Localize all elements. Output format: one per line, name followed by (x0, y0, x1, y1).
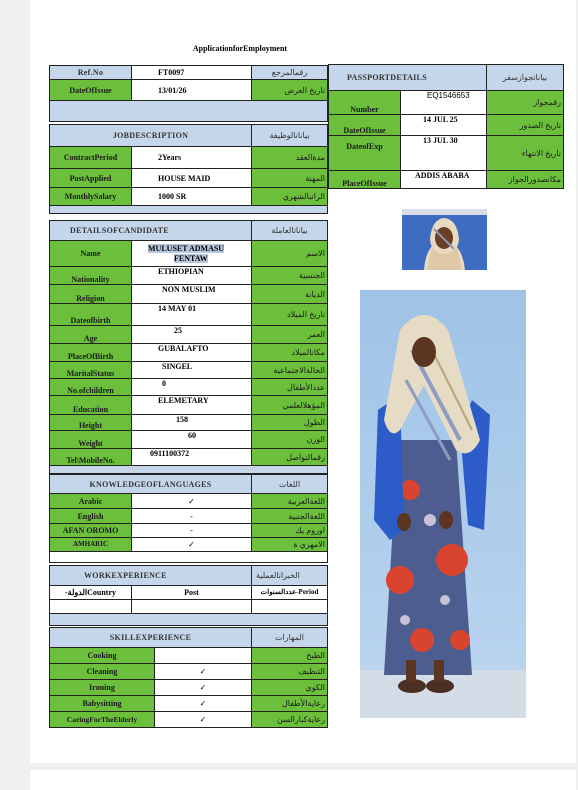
language-arabic-value: ✓ (132, 494, 252, 509)
skills-header-ar: المهارات (252, 628, 328, 648)
language-oromo-value: - (132, 524, 252, 538)
date-of-issue-label: DateOfIssue (50, 80, 132, 101)
work-experience-table (49, 565, 328, 626)
language-amharic-label-ar: الامهري ة (252, 538, 328, 552)
language-amharic-value: ✓ (132, 538, 252, 552)
weight-label: Weight (50, 431, 132, 449)
date-of-issue-value: 13/01/26 (132, 80, 252, 101)
children-label: No.ofchildren (50, 379, 132, 396)
name-label: Name (50, 241, 132, 267)
work-experience-header: WORKEXPERIENCE (50, 566, 252, 586)
education-label-ar: المؤهلالعلمي (252, 396, 328, 415)
name-value-line2: FENTAW (174, 253, 208, 263)
marital-status-label-ar: الحالةالاجتماعية (252, 362, 328, 379)
mobile-label-ar: رقمالتواصل (252, 449, 328, 466)
work-col-country: Countryالدولة- (50, 586, 132, 600)
work-col-post: Post (132, 586, 252, 600)
languages-header-ar: اللغات (252, 475, 328, 494)
height-label: Height (50, 415, 132, 431)
job-description-header: JOBDESCRIPTION (50, 125, 252, 147)
language-english-label: English (50, 509, 132, 524)
candidate-header-ar: بياناتالعاملة (252, 221, 328, 241)
name-label-ar: الاسم (252, 241, 328, 267)
children-label-ar: عددالأطفال (252, 379, 328, 396)
height-value: 158 (132, 415, 252, 431)
name-value (132, 241, 252, 267)
skill-cleaning-value: ✓ (155, 664, 252, 680)
marital-status-label: MaritalStatus (50, 362, 132, 379)
language-amharic-label: AMHARIC (50, 538, 132, 552)
language-arabic-label: Arabic (50, 494, 132, 509)
work-row-post (132, 600, 252, 614)
language-oromo-label-ar: اوروم يك (252, 524, 328, 538)
name-value-line1: MULUSET ADMASU (148, 243, 225, 253)
skill-elderly-label-ar: رعايةكبارالسن (252, 712, 328, 728)
skill-elderly-label: CaringForTheElderly (50, 712, 155, 728)
skill-babysitting-label: Babysitting (50, 696, 155, 712)
full-length-photo (360, 290, 526, 718)
passport-place-value: ADDIS ABABA (401, 171, 487, 189)
skill-ironing-label: Ironing (50, 680, 155, 696)
passport-expiry-label-ar: تاريخ الانتهاء (487, 136, 564, 171)
date-of-birth-label: Dateofbirth (50, 304, 132, 326)
passport-header-ar: بياناتجوازسفر (487, 65, 564, 91)
place-of-birth-label-ar: مكانالميلاد (252, 344, 328, 362)
height-label-ar: الطول (252, 415, 328, 431)
next-page-sheet (30, 770, 576, 790)
skill-ironing-label-ar: الكوي (252, 680, 328, 696)
skill-ironing-value: ✓ (155, 680, 252, 696)
passport-header: PASSPORTDETAILS (329, 65, 487, 91)
language-english-value: - (132, 509, 252, 524)
ref-label: Ref.No (50, 66, 132, 80)
skill-babysitting-value: ✓ (155, 696, 252, 712)
post-applied-label-ar: المهنة (252, 169, 328, 188)
language-oromo-label: AFAN OROMO (50, 524, 132, 538)
place-of-birth-value: GUBALAFTO (132, 344, 252, 362)
skill-cooking-value (155, 648, 252, 664)
mobile-value: 0911100372 (132, 449, 252, 466)
work-row-period (252, 600, 328, 614)
skill-babysitting-label-ar: رعايةالأطفال (252, 696, 328, 712)
age-value: 25 (132, 326, 252, 344)
passport-number-label-ar: رقمجواز (487, 91, 564, 115)
job-description-header-ar: بياناتالوظيفة (252, 125, 328, 147)
spacer-row (50, 206, 328, 214)
ref-label-ar: رقمالمرجع (252, 66, 328, 80)
candidate-header: DETAILSOFCANDIDATE (50, 221, 252, 241)
spacer-row (50, 466, 328, 474)
monthly-salary-label: MonthlySalary (50, 188, 132, 206)
passport-issue-label-ar: تاريخ الصدور (487, 115, 564, 136)
place-of-birth-label: PlaceOfBirth (50, 344, 132, 362)
skill-cooking-label: Cooking (50, 648, 155, 664)
ref-value: FT0097 (132, 66, 252, 80)
document-title: ApplicationforEmployment (192, 44, 288, 53)
nationality-value: ETHIOPIAN (132, 267, 252, 285)
contract-period-value: 2Years (132, 147, 252, 169)
portrait-photo-graphic (402, 209, 487, 270)
work-col-period: Period-عددالسنوات (252, 586, 328, 600)
skill-cleaning-label: Cleaning (50, 664, 155, 680)
weight-value: 60 (132, 431, 252, 449)
post-applied-value: HOUSE MAID (132, 169, 252, 188)
date-of-issue-label-ar: تاريخ العرض (252, 80, 328, 101)
skill-cleaning-label-ar: التنظيف (252, 664, 328, 680)
skill-cooking-label-ar: الطبخ (252, 648, 328, 664)
weight-label-ar: الوزن (252, 431, 328, 449)
candidate-table (49, 220, 328, 474)
work-experience-header-ar: الخبراتالعملية (252, 566, 328, 586)
date-of-birth-value: 14 MAY 01 (132, 304, 252, 326)
post-applied-label: PostApplied (50, 169, 132, 188)
nationality-label: Nationality (50, 267, 132, 285)
education-label: Education (50, 396, 132, 415)
passport-expiry-value: 13 JUL 30 (401, 136, 487, 171)
passport-number-value: EQ1546653 (401, 91, 487, 115)
spacer-row (50, 552, 328, 563)
spacer-row (50, 101, 328, 122)
portrait-photo (402, 209, 487, 270)
language-arabic-label-ar: اللغةالعربية (252, 494, 328, 509)
date-of-birth-label-ar: تاريخ الميلاد (252, 304, 328, 326)
contract-period-label-ar: مدةالعقد (252, 147, 328, 169)
religion-label: Religion (50, 285, 132, 304)
skill-elderly-value: ✓ (155, 712, 252, 728)
reference-table (49, 65, 328, 122)
skills-header: SKILLEXPERIENCE (50, 628, 252, 648)
education-value: ELEMETARY (132, 396, 252, 415)
contract-period-label: ContractPeriod (50, 147, 132, 169)
passport-table (328, 64, 564, 189)
work-row-country (50, 600, 132, 614)
religion-value: NON MUSLIM (132, 285, 252, 304)
languages-table (49, 474, 328, 563)
passport-place-label: PlaceOfIssue (329, 171, 401, 189)
job-description-table (49, 124, 328, 214)
marital-status-value: SINGEL (132, 362, 252, 379)
application-page (30, 0, 576, 763)
spacer-row (50, 614, 328, 626)
language-english-label-ar: اللغةالجنبية (252, 509, 328, 524)
children-value: 0 (132, 379, 252, 396)
full-length-photo-graphic (360, 290, 526, 718)
mobile-label: Tel\MobileNo. (50, 449, 132, 466)
age-label-ar: العمر (252, 326, 328, 344)
nationality-label-ar: الجنسية (252, 267, 328, 285)
languages-header: KNOWLEDGEOFLANGUAGES (50, 475, 252, 494)
age-label: Age (50, 326, 132, 344)
religion-label-ar: الديانة (252, 285, 328, 304)
skills-table (49, 627, 328, 728)
passport-issue-value: 14 JUL 25 (401, 115, 487, 136)
passport-expiry-label: DateofExp (329, 136, 401, 171)
passport-issue-label: DateOfIssue (329, 115, 401, 136)
monthly-salary-label-ar: الراتبالشهري (252, 188, 328, 206)
passport-place-label-ar: مكانصدورالجواز (487, 171, 564, 189)
passport-number-label: Number (329, 91, 401, 115)
monthly-salary-value: 1000 SR (132, 188, 252, 206)
